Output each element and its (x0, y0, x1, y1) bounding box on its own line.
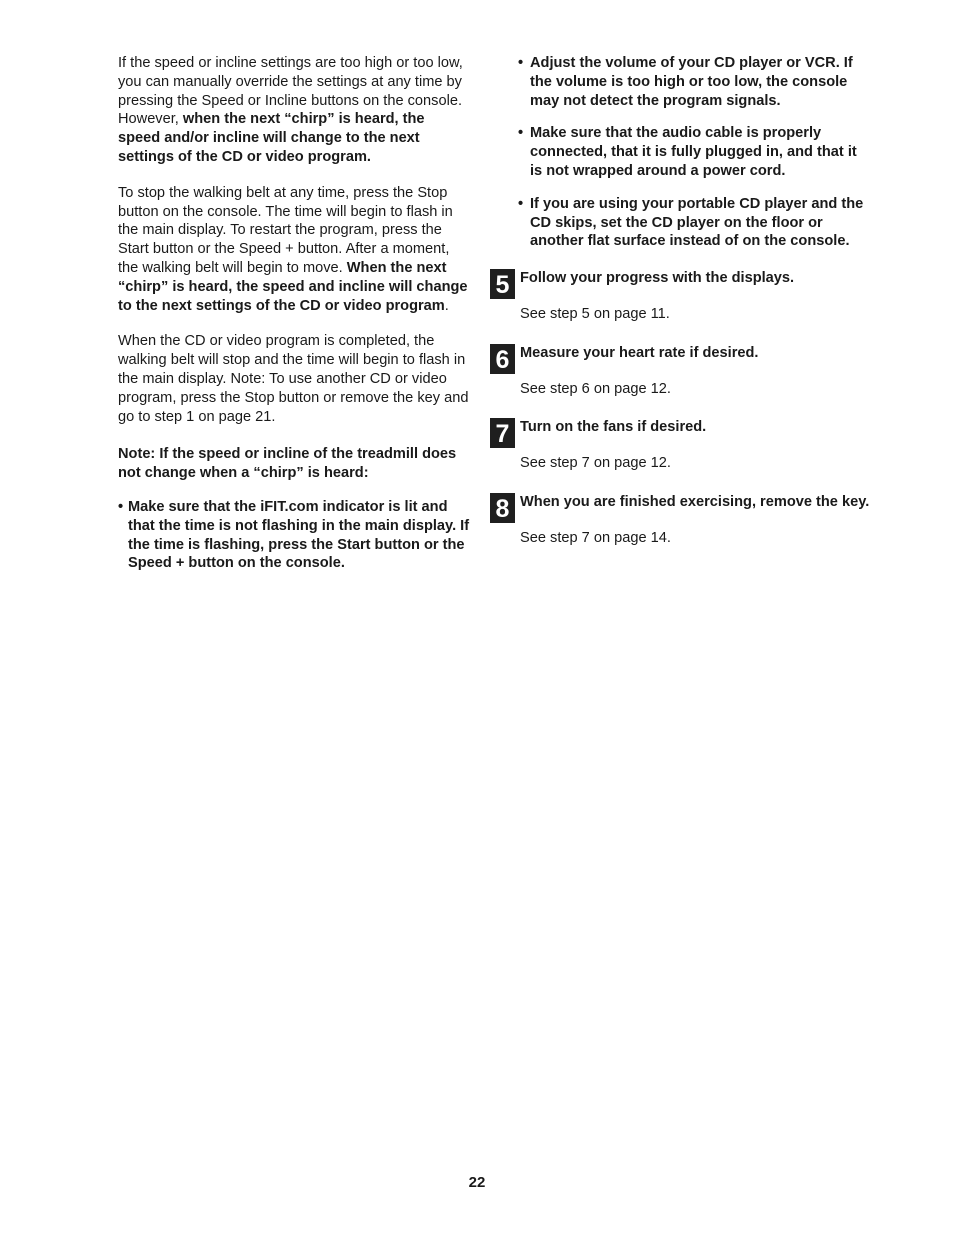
step-title: Follow your progress with the displays. (520, 270, 795, 287)
step-reference: See step 7 on page 12. (520, 455, 671, 472)
paragraph-bold-text: when the next “chirp” is heard, the speed and/or incline will change to the next settings of the CD or video program. (118, 111, 425, 165)
bullet-icon: • (118, 498, 124, 515)
step-reference: See step 5 on page 11. (520, 305, 670, 322)
step-number-badge: 6 (490, 344, 515, 374)
step-8 (490, 493, 870, 548)
step-6 (490, 344, 870, 399)
paragraph-manual-override (118, 54, 470, 167)
left-column (118, 54, 470, 587)
step-number-badge: 5 (490, 269, 515, 299)
bullet-text: Adjust the volume of your CD player or VCR. If the volume is too high or too low, the console may not detect the program signals. (530, 55, 853, 109)
bullet-text: Make sure that the iFIT.com indicator is lit and that the time is not flashing in the main display. If the time is flashing, press the Start button or the Speed + button on the console. (128, 498, 470, 572)
step-title: Measure your heart rate if desired. (520, 344, 759, 361)
paragraph-stop-belt (118, 184, 470, 316)
step-title: Turn on the fans if desired. (520, 419, 707, 436)
bullet-icon: • (518, 195, 524, 212)
bullet-item-audio-cable (518, 124, 870, 180)
step-5 (490, 269, 870, 324)
paragraph-program-completed: When the CD or video program is completed, the walking belt will stop and the time will begin to flash in the main display. Note: To use another CD or video program, press the Stop button or remove the key and go to step 1 on page 21. (118, 333, 469, 425)
step-7 (490, 418, 870, 473)
page-number: 22 (468, 1174, 486, 1191)
bullet-text: If you are using your portable CD player and the CD skips, set the CD player on the floor or another flat surface instead of on the console. (530, 195, 864, 250)
step-number-badge: 8 (490, 493, 515, 523)
paragraph-bold-text: When the next “chirp” is heard, the speed and incline will change to the next settings of the CD or video program (118, 259, 468, 314)
paragraph-end: . (444, 297, 449, 314)
bullet-item-cd-skips (518, 195, 870, 251)
note-heading: Note: If the speed or incline of the treadmill does not change when a “chirp” is heard: (118, 446, 457, 482)
bullet-text: Make sure that the audio cable is properly connected, that it is fully plugged in, and that it is not wrapped around a power cord. (530, 125, 857, 179)
right-column (490, 54, 870, 568)
paragraph-text: To stop the walking belt at any time, press the Stop button on the console. The time will begin to flash in the main display. To restart the program, press the Start button or the Speed + button. After a moment, the walking belt will begin to move. (118, 184, 453, 276)
bullet-icon: • (518, 125, 524, 142)
step-reference: See step 6 on page 12. (520, 380, 671, 397)
bullet-item-volume (518, 54, 870, 110)
bullet-item-ifit-indicator (118, 498, 470, 573)
step-title: When you are finished exercising, remove the key. (520, 493, 870, 510)
step-number-badge: 7 (490, 418, 515, 448)
step-reference: See step 7 on page 14. (520, 529, 671, 546)
bullet-icon: • (518, 55, 524, 71)
paragraph-text: If the speed or incline settings are too high or too low, you can manually override the settings at any time by pressing the Speed or Incline buttons on the console. However, (118, 55, 463, 128)
